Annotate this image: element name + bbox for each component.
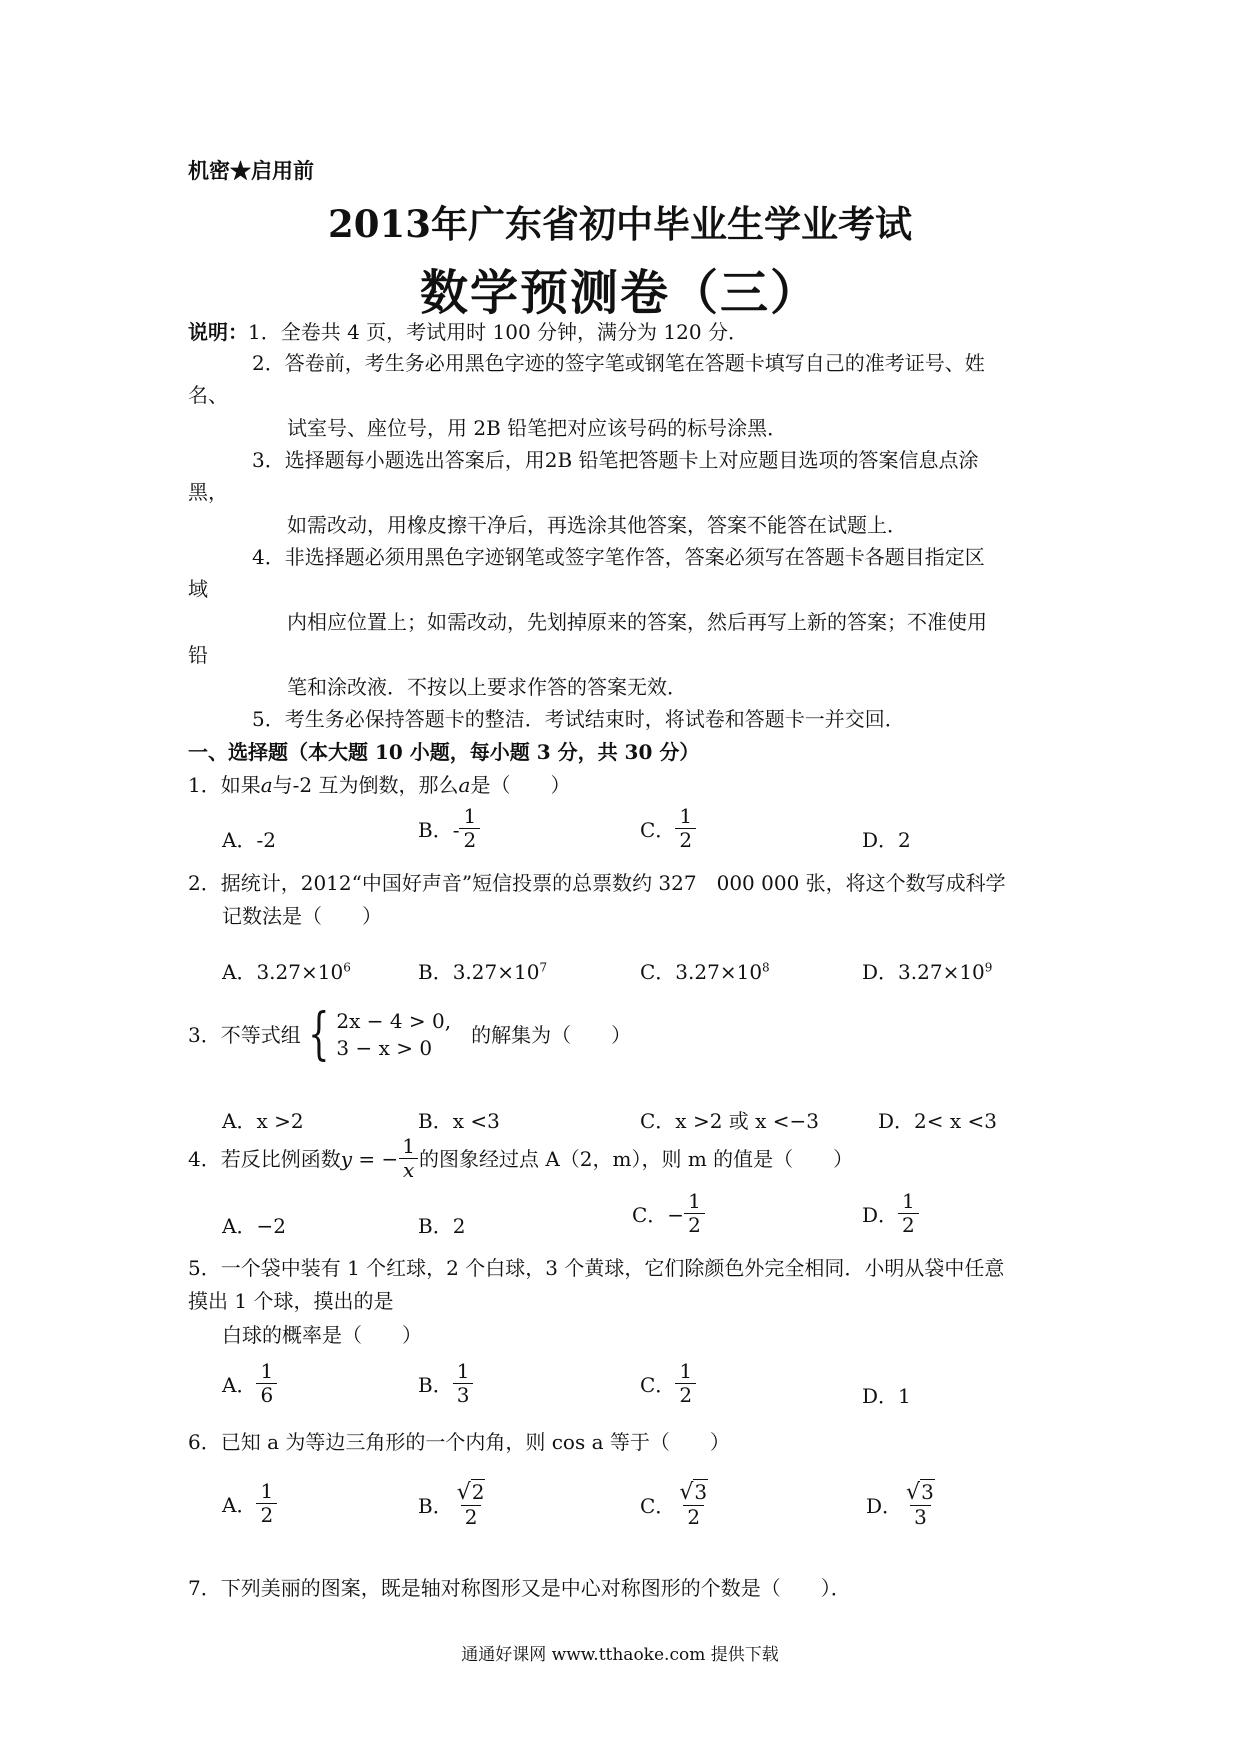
fraction: $\frac{1}{2}$ xyxy=(675,1360,696,1407)
fraction: $\frac{√3}{3}$ xyxy=(906,1480,934,1530)
question-5-line3: 白球的概率是（ ） xyxy=(222,1323,422,1347)
fraction: $\frac{1}{2}$ xyxy=(898,1190,919,1237)
q6-option-d: D． $\frac{√3}{3}$ xyxy=(866,1480,939,1529)
fraction: $\frac{1}{2}$ xyxy=(684,1190,705,1237)
q3-option-b: B．x <3 xyxy=(418,1109,500,1133)
instructions-item2-cont: 试室号、座位号，用 2B 铅笔把对应该号码的标号涂黑． xyxy=(287,416,788,440)
question-4: 4．若反比例函数 y = − $\frac{1}{x}$ 的图象经过点 A（2，m），则 m 的值是（ ） xyxy=(188,1134,854,1182)
fraction: $\frac{√2}{2}$ xyxy=(456,1480,485,1530)
q3-option-a: A．x >2 xyxy=(222,1109,304,1133)
fraction: $\frac{1}{6}$ xyxy=(256,1360,277,1407)
q1-option-b: B．- $\frac{1}{2}$ xyxy=(418,805,480,852)
fraction: $\frac{√3}{2}$ xyxy=(679,1480,708,1530)
sqrt-icon: √ xyxy=(456,1480,471,1505)
instructions-item3-cont: 如需改动，用橡皮擦干净后，再选涂其他答案，答案不能答在试题上． xyxy=(287,513,907,537)
question-3: 3．不等式组 { 2x − 4 > 0, 3 − x > 0 的解集为（ ） xyxy=(188,1002,632,1067)
q5-option-d: D．1 xyxy=(862,1384,911,1408)
instructions-item2-wrap: 名、 xyxy=(188,383,228,407)
confidential-label: 机密★启用前 xyxy=(188,158,314,183)
q1-option-d: D．2 xyxy=(862,828,911,852)
instructions-item4-wrap: 域 xyxy=(188,577,208,601)
sqrt-icon: √ xyxy=(906,1480,921,1505)
q4-option-b: B．2 xyxy=(418,1214,466,1238)
paper-title: 数学预测卷（三） xyxy=(419,265,820,321)
q3-option-c: C．x >2 或 x <−3 xyxy=(640,1109,820,1133)
q2-option-d: D．$3.27\times 10^9$ xyxy=(862,960,993,984)
footer-credit: 通通好课网 www.tthaoke.com 提供下载 xyxy=(461,1645,779,1665)
instructions-label: 说明： xyxy=(188,320,248,344)
question-5-line2: 摸出 1 个球，摸出的是 xyxy=(188,1289,394,1313)
q2-option-c: C．$3.27\times 10^8$ xyxy=(640,960,770,984)
q6-option-b: B． $\frac{√2}{2}$ xyxy=(418,1480,489,1529)
fraction: $\frac{1}{2}$ xyxy=(459,805,480,852)
instructions-item4-cont2: 笔和涂改液．不按以上要求作答的答案无效． xyxy=(287,675,687,699)
fraction: $\frac{1}{x}$ xyxy=(398,1135,419,1182)
fraction: $\frac{1}{2}$ xyxy=(256,1480,277,1527)
q2-option-a: A．$3.27\times 10^6$ xyxy=(222,960,351,984)
instructions-item4: 4．非选择题必须用黑色字迹钢笔或签字笔作答，答案必须写在答题卡各题目指定区 xyxy=(252,545,985,569)
instructions-item4-cont: 内相应位置上；如需改动，先划掉原来的答案，然后再写上新的答案；不准使用 xyxy=(287,610,987,634)
brace-icon: { xyxy=(307,1002,330,1067)
question-1: 1．如果a与-2 互为倒数，那么a是（ ） xyxy=(188,773,571,797)
q5-option-c: C． $\frac{1}{2}$ xyxy=(640,1360,696,1407)
instructions-item3: 3．选择题每小题选出答案后，用2B 铅笔把答题卡上对应题目选项的答案信息点涂 xyxy=(252,448,979,472)
q3-option-d: D．2< x <3 xyxy=(878,1109,997,1133)
instructions-item4-wrap2: 铅 xyxy=(188,643,208,667)
q5-option-a: A． $\frac{1}{6}$ xyxy=(222,1360,277,1407)
exam-title: 2013年广东省初中毕业生学业考试 xyxy=(328,202,912,246)
q6-option-c: C． $\frac{√3}{2}$ xyxy=(640,1480,712,1529)
q6-option-a: A． $\frac{1}{2}$ xyxy=(222,1480,277,1527)
q4-option-c: C．− $\frac{1}{2}$ xyxy=(632,1190,705,1237)
instructions-item1: 说明：1．全卷共 4 页，考试用时 100 分钟，满分为 120 分． xyxy=(188,320,748,344)
inequality-system: 2x − 4 > 0, 3 − x > 0 xyxy=(336,1009,452,1060)
question-2-line2: 记数法是（ ） xyxy=(222,904,382,928)
q5-option-b: B． $\frac{1}{3}$ xyxy=(418,1360,473,1407)
q1-option-a: A．-2 xyxy=(222,828,276,852)
question-7: 7．下列美丽的图案，既是轴对称图形又是中心对称图形的个数是（ ）． xyxy=(188,1576,851,1600)
instructions-item3-wrap: 黑， xyxy=(188,480,228,504)
q2-option-b: B．$3.27\times 10^7$ xyxy=(418,960,548,984)
question-5-line1: 5．一个袋中装有 1 个红球，2 个白球，3 个黄球，它们除颜色外完全相同．小明从袋中任意 xyxy=(188,1256,1005,1280)
question-6: 6．已知 a 为等边三角形的一个内角，则 cos a 等于（ ） xyxy=(188,1430,730,1454)
q4-option-a: A．−2 xyxy=(222,1214,286,1238)
question-2-line1: 2．据统计，2012“中国好声音”短信投票的总票数约 327 000 000 张，将这个数写成科学 xyxy=(188,871,1006,895)
sqrt-icon: √ xyxy=(679,1480,694,1505)
q1-option-c: C． $\frac{1}{2}$ xyxy=(640,805,696,852)
fraction: $\frac{1}{2}$ xyxy=(675,805,696,852)
q4-option-d: D． $\frac{1}{2}$ xyxy=(862,1190,919,1237)
instructions-item2: 2．答卷前，考生务必用黑色字迹的签字笔或钢笔在答题卡填写自己的准考证号、姓 xyxy=(252,351,985,375)
fraction: $\frac{1}{3}$ xyxy=(453,1360,474,1407)
instructions-item5: 5．考生务必保持答题卡的整洁．考试结束时，将试卷和答题卡一并交回． xyxy=(252,707,905,731)
section-heading: 一、选择题（本大题 10 小题，每小题 3 分，共 30 分） xyxy=(188,740,700,764)
